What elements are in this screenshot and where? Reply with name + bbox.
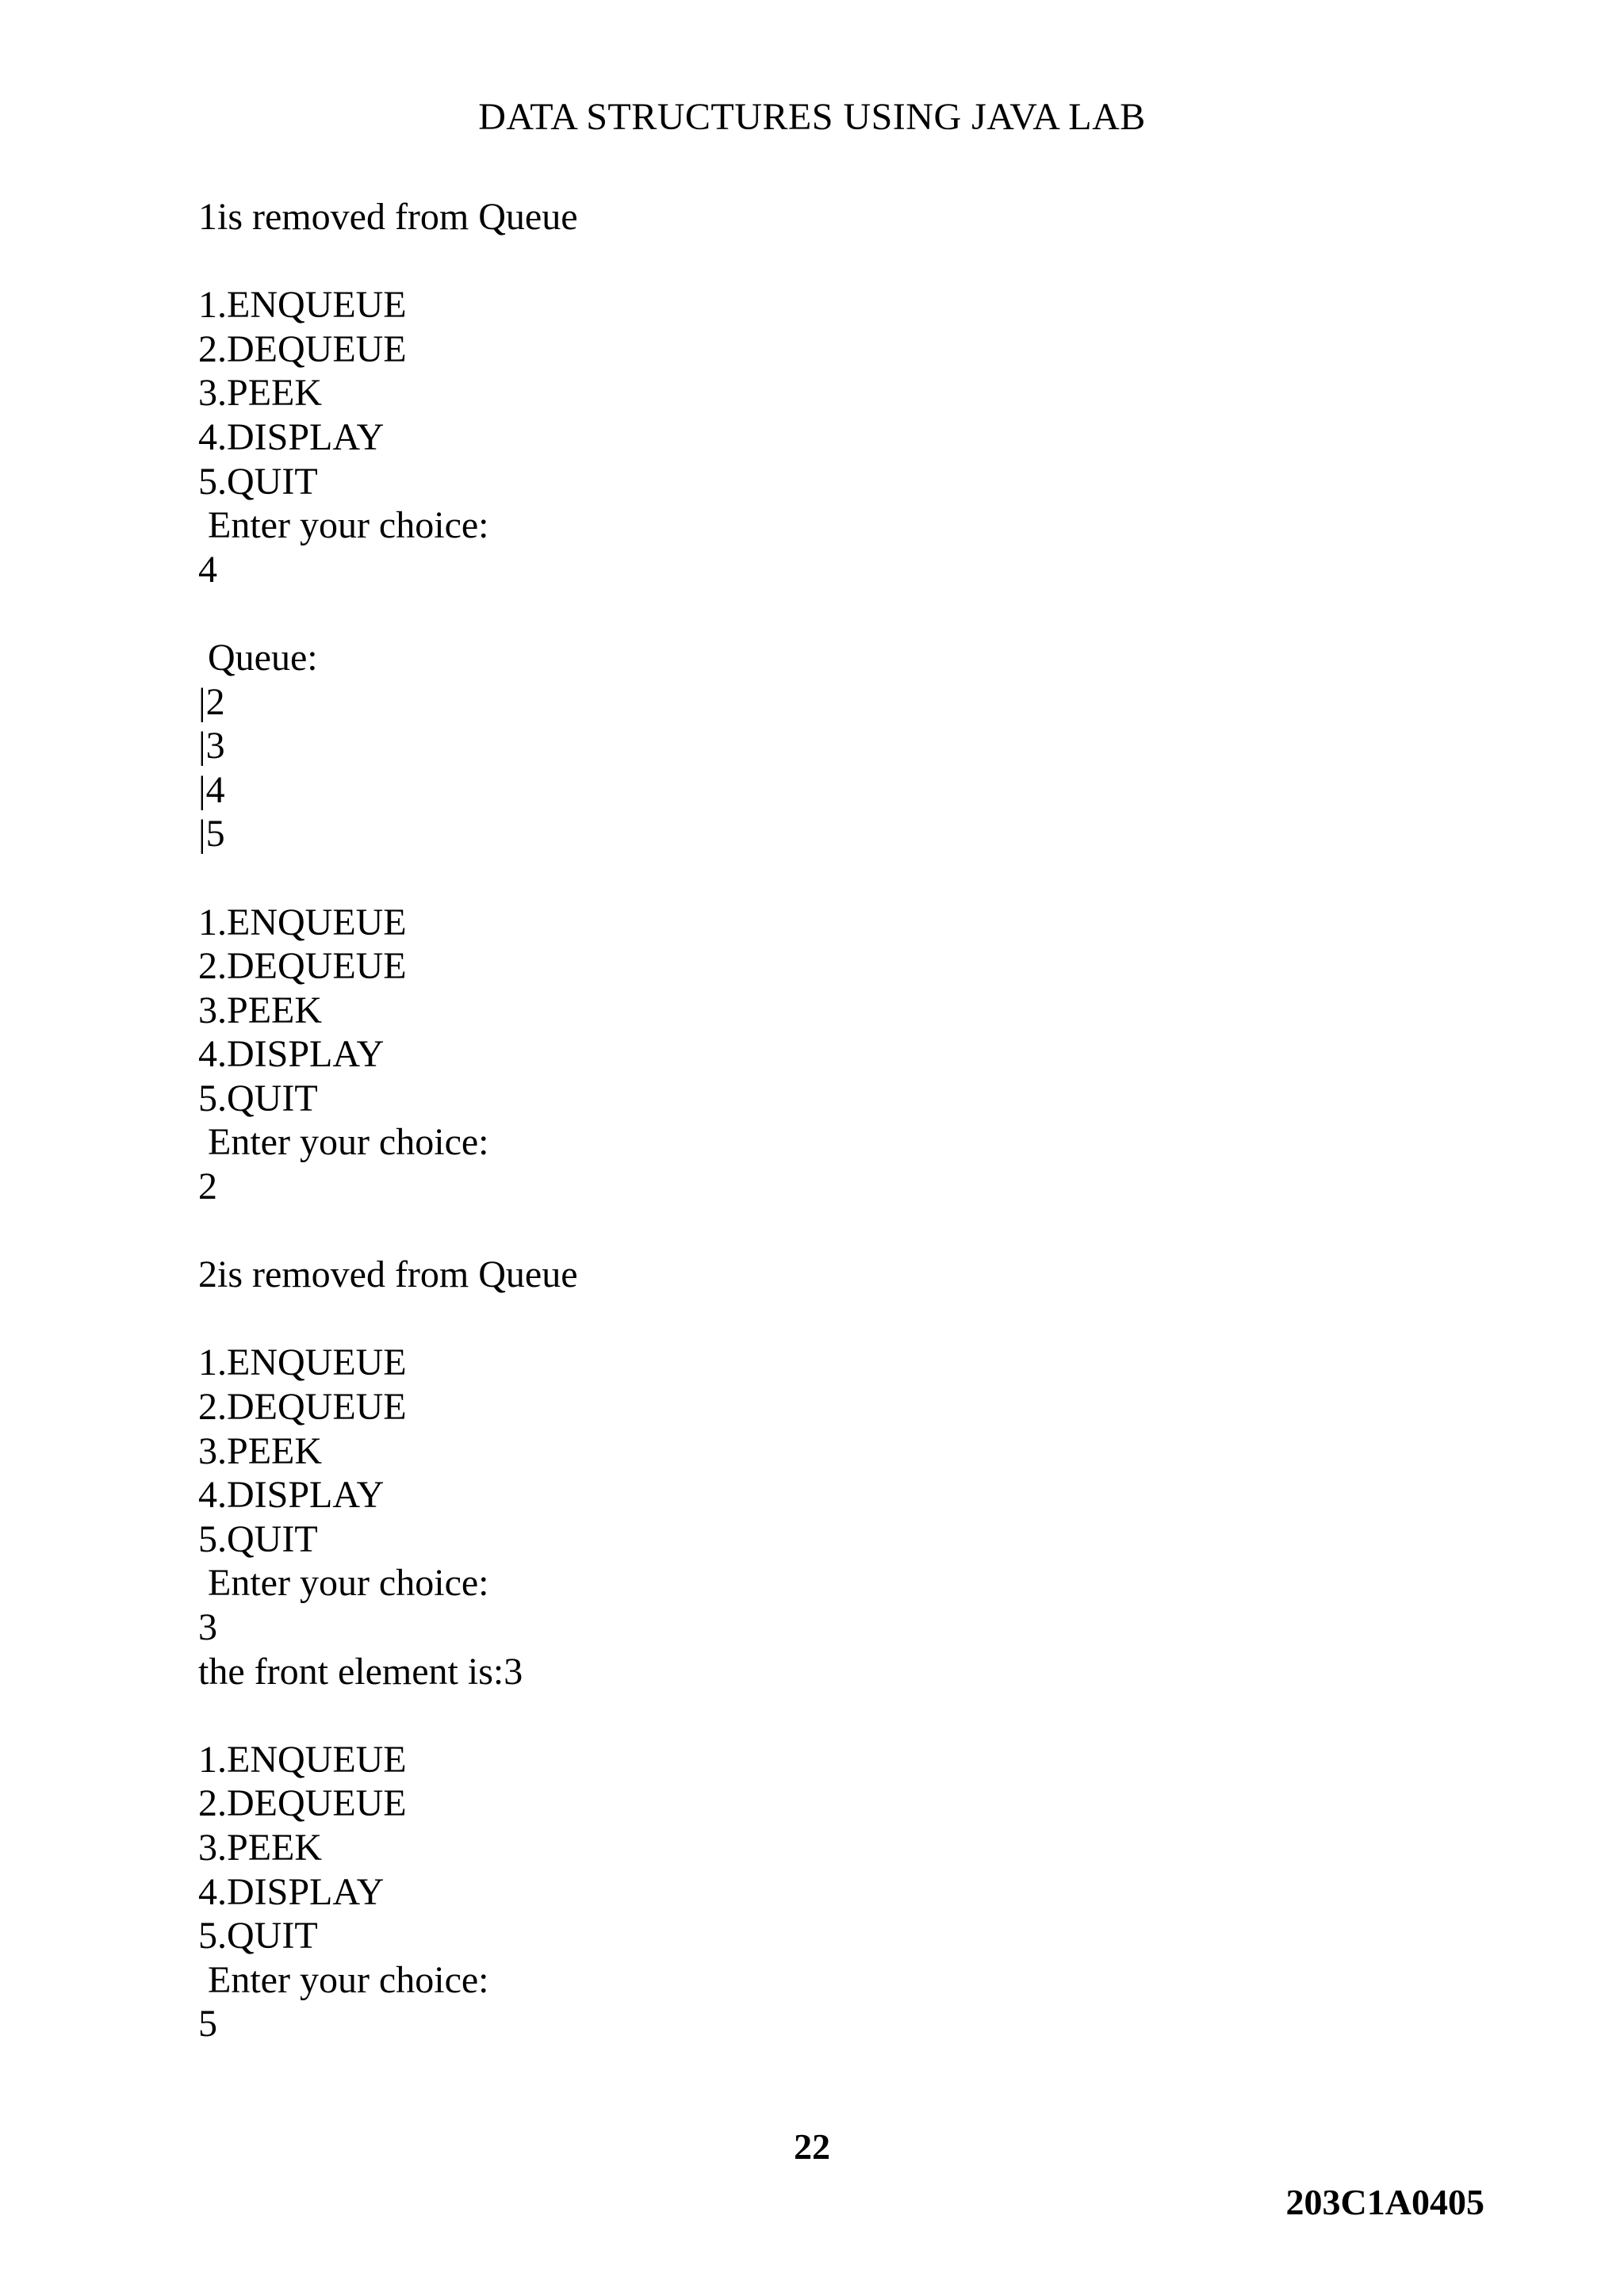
output-line: 3.PEEK [198,372,322,415]
output-line: |3 [198,725,225,767]
output-line: Enter your choice: [198,1562,489,1605]
output-line: |5 [198,813,225,855]
output-line: Enter your choice: [198,1121,489,1164]
output-line: 1.ENQUEUE [198,1341,407,1384]
output-line: 5.QUIT [198,1915,318,1957]
output-line: 1.ENQUEUE [198,901,407,943]
output-line: 5.QUIT [198,460,318,503]
output-line: 4.DISPLAY [198,415,385,458]
blank-line [198,1693,1467,1738]
output-line: 3.PEEK [198,1429,322,1472]
roll-number: 203C1A0405 [1285,2182,1484,2222]
blank-line [198,1209,1467,1253]
program-output [198,195,1467,2046]
page-header-title: DATA STRUCTURES USING JAVA LAB [478,96,1146,138]
blank-line [198,1297,1467,1341]
output-line: Enter your choice: [198,504,489,547]
blank-line [198,591,1467,636]
output-line: 2is removed from Queue [198,1253,578,1296]
output-line: 5.QUIT [198,1077,318,1119]
output-line: 2 [198,1165,217,1208]
output-line: 4.DISPLAY [198,1033,385,1076]
output-line: 2.DEQUEUE [198,1386,407,1429]
output-line: the front element is:3 [198,1650,523,1693]
output-line: Queue: [198,636,318,679]
output-line: 3 [198,1606,217,1648]
output-line: 5 [198,2003,217,2045]
output-line: 1.ENQUEUE [198,284,407,327]
output-line: 3.PEEK [198,989,322,1031]
output-line: |2 [198,680,225,723]
output-line: 1is removed from Queue [198,196,578,238]
output-line: 2.DEQUEUE [198,945,407,988]
output-line: 2.DEQUEUE [198,327,407,370]
output-line: 4 [198,548,217,591]
page-number: 22 [794,2126,830,2167]
output-line: 4.DISPLAY [198,1870,385,1913]
output-line: 3.PEEK [198,1826,322,1869]
output-line: |4 [198,768,225,811]
output-line: 4.DISPLAY [198,1474,385,1517]
output-line: 5.QUIT [198,1517,318,1560]
blank-line [198,239,1467,284]
output-line: 1.ENQUEUE [198,1738,407,1781]
blank-line [198,856,1467,901]
output-line: 2.DEQUEUE [198,1782,407,1825]
output-line: Enter your choice: [198,1958,489,2001]
